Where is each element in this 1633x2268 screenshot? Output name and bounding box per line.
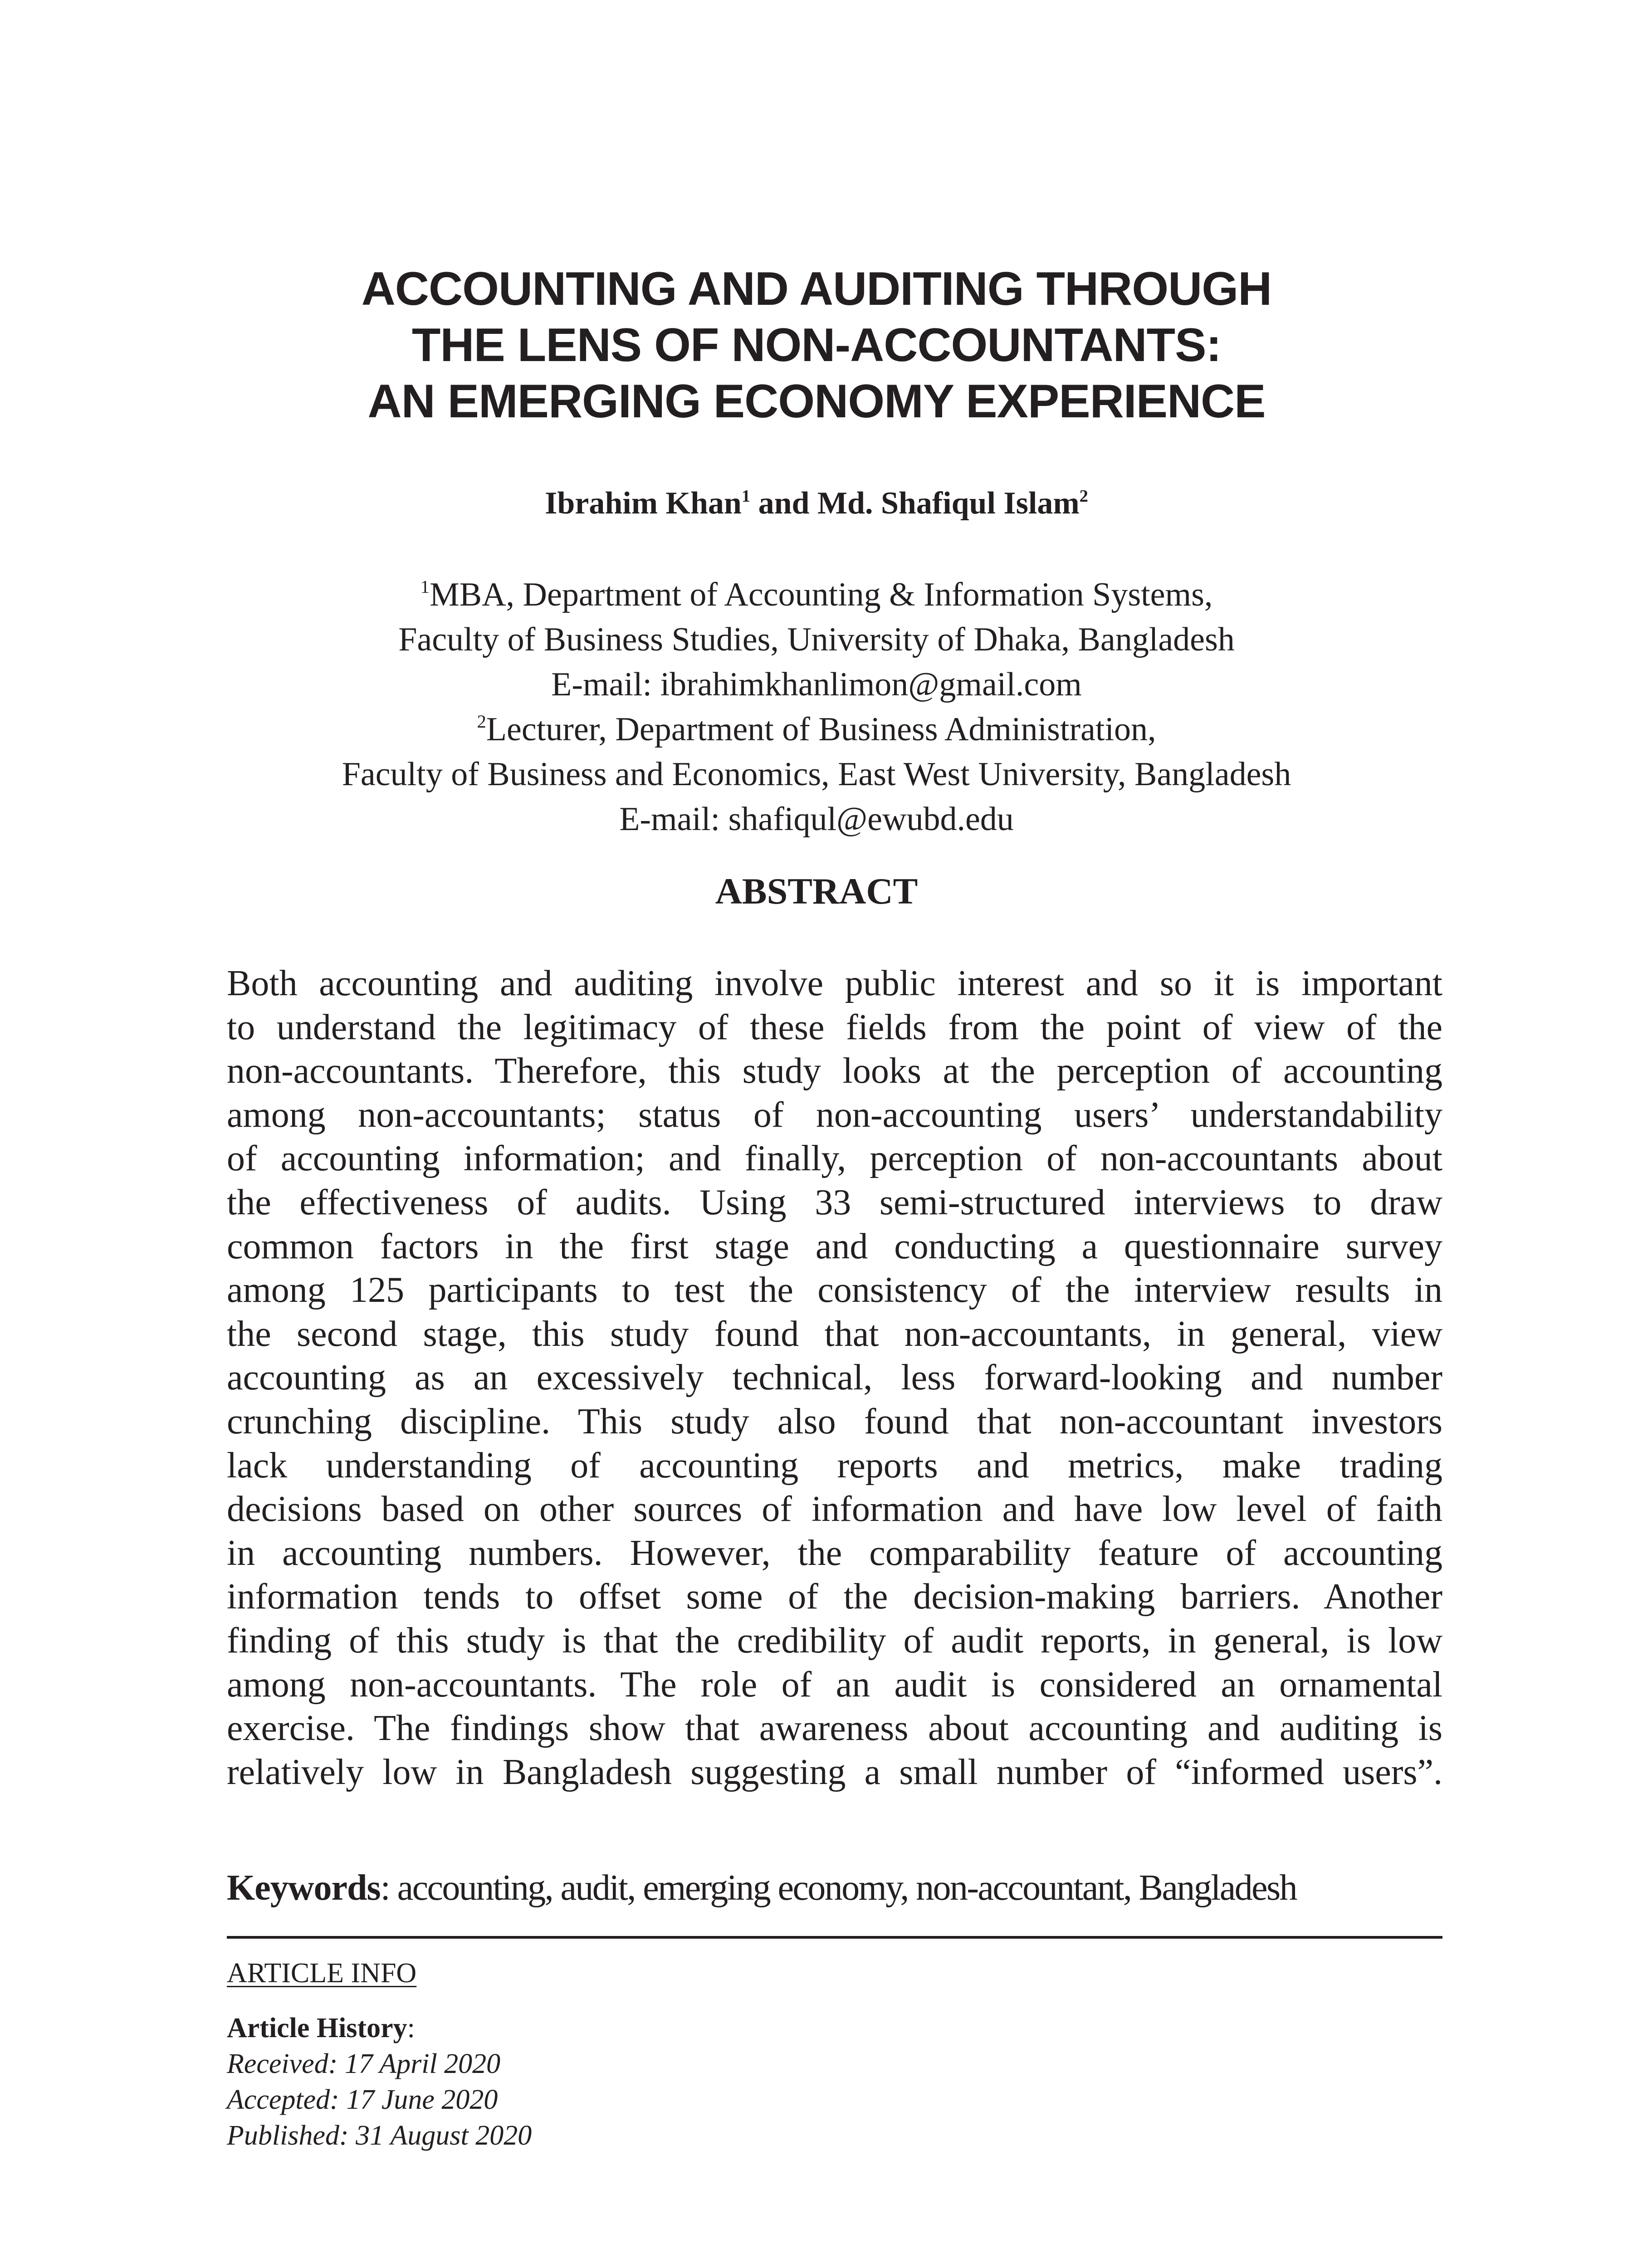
affiliations-block	[181, 572, 1452, 842]
title-line: ACCOUNTING AND AUDITING THROUGH	[361, 263, 1272, 315]
abstract-line: lack understanding of accounting reports and metrics, make trading	[227, 1445, 1442, 1486]
author-name: Md. Shafiqul Islam	[817, 486, 1080, 521]
section-divider	[227, 1936, 1442, 1939]
affiliation-mark: 1	[420, 577, 430, 597]
affiliation-mark: 2	[477, 711, 486, 732]
abstract-line: common factors in the first stage and conducting a questionnaire survey	[227, 1226, 1442, 1266]
abstract-line: among non-accountants; status of non-accounting users’ understandability	[227, 1095, 1442, 1135]
affiliation-line: $^1$MBA, Department of Accounting & Information Systems,	[420, 576, 1213, 613]
abstract-line: among non-accountants. The role of an audit is considered an ornamental	[227, 1664, 1442, 1705]
abstract-line: decisions based on other sources of information and have low level of faith	[227, 1489, 1442, 1530]
published-date: Published: 31 August 2020	[227, 2120, 532, 2151]
keywords-list: : accounting, audit, emerging economy, non-accountant, Bangladesh	[380, 1868, 1296, 1908]
author-affiliation-mark: 1	[741, 486, 751, 506]
affiliation-line: $^2$Lecturer, Department of Business Administration,	[477, 711, 1156, 748]
abstract-line: accounting as an excessively technical, less forward-looking and number	[227, 1358, 1442, 1398]
abstract-line: relatively low in Bangladesh suggesting a small number of “informed users”.	[227, 1752, 1442, 1792]
article-history-label-line: Article History:	[227, 2013, 415, 2043]
paper-title	[181, 261, 1452, 430]
keywords-line	[227, 1865, 1442, 1911]
affiliation-email: E-mail: ibrahimkhanlimon@gmail.com	[551, 666, 1082, 703]
title-line: AN EMERGING ECONOMY EXPERIENCE	[367, 375, 1266, 428]
abstract-line: in accounting numbers. However, the comparability feature of accounting	[227, 1533, 1442, 1573]
abstract-body	[227, 962, 1442, 1794]
abstract-line: exercise. The findings show that awareness about accounting and auditing is	[227, 1708, 1442, 1749]
abstract-line: the second stage, this study found that non-accountants, in general, view	[227, 1314, 1442, 1354]
abstract-line: crunching discipline. This study also found that non-accountant investors	[227, 1401, 1442, 1442]
author-connector: and	[750, 486, 817, 521]
author-affiliation-mark: 2	[1079, 486, 1088, 506]
author-name: Ibrahim Khan	[545, 486, 742, 521]
abstract-heading: ABSTRACT	[715, 870, 918, 912]
abstract-line: non-accountants. Therefore, this study looks at the perception of accounting	[227, 1051, 1442, 1091]
keywords-label: Keywords	[227, 1868, 381, 1908]
abstract-line: finding of this study is that the credibility of audit reports, in general, is low	[227, 1620, 1442, 1661]
abstract-line: the effectiveness of audits. Using 33 semi-structured interviews to draw	[227, 1182, 1442, 1222]
abstract-line: Both accounting and auditing involve public interest and so it is important	[227, 963, 1442, 1003]
article-info-heading: ARTICLE INFO	[227, 1958, 417, 1989]
article-history-label: Article History	[227, 2013, 407, 2043]
abstract-line: to understand the legitimacy of these fields from the point of view of the	[227, 1007, 1442, 1047]
accepted-date: Accepted: 17 June 2020	[227, 2084, 498, 2115]
affiliation-line: Faculty of Business and Economics, East West University, Bangladesh	[342, 756, 1291, 793]
abstract-line: of accounting information; and finally, perception of non-accountants about	[227, 1139, 1442, 1179]
author-line	[181, 483, 1452, 524]
received-date: Received: 17 April 2020	[227, 2048, 501, 2079]
abstract-line: among 125 participants to test the consistency of the interview results in	[227, 1270, 1442, 1310]
abstract-line: information tends to offset some of the decision-making barriers. Another	[227, 1577, 1442, 1617]
title-line: THE LENS OF NON-ACCOUNTANTS:	[411, 319, 1222, 371]
affiliation-line: Faculty of Business Studies, University of Dhaka, Bangladesh	[398, 621, 1235, 658]
article-history	[227, 2010, 532, 2154]
affiliation-email: E-mail: shafiqul@ewubd.edu	[619, 801, 1014, 838]
